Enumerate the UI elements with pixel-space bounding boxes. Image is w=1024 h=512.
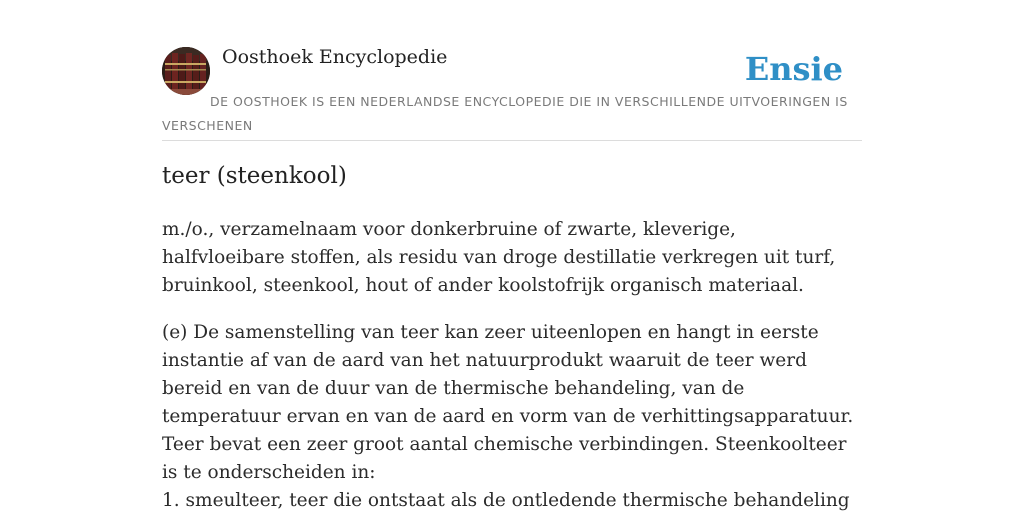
avatar[interactable] bbox=[162, 47, 210, 95]
entry-paragraph: (e) De samenstelling van teer kan zeer uiteenlopen en hangt in eerste instantie af van de aard van het natuurprodukt waaruit de teer werd bereid en van de duur van de thermische behandeling, van de temperatuur ervan en van de aard en vorm van de verhittingsapparatuur. Teer bevat een zeer groot aantal chemische verbindingen. Steenkoolteer is te onderscheiden in: bbox=[162, 322, 854, 483]
article-page bbox=[162, 0, 862, 511]
entry-paragraph: 1. smeulteer, teer die ontstaat als de ontledende thermische behandeling bbox=[162, 490, 850, 511]
entry-title: teer (steenkool) bbox=[162, 163, 347, 189]
encyclopedia-books-icon bbox=[162, 47, 210, 95]
site-header bbox=[162, 0, 862, 141]
ensie-logo[interactable]: Ensie bbox=[744, 50, 843, 88]
entry-paragraph: m./o., verzamelnaam voor donkerbruine of zwarte, kleverige, halfvloeibare stoffen, als residu van droge destillatie verkregen uit turf, bruinkool, steenkool, hout of ander koolstofrijk organisch materiaal. bbox=[162, 219, 836, 296]
site-tagline: DE OOSTHOEK IS EEN NEDERLANDSE ENCYCLOPEDIE DIE IN VERSCHILLENDE UITVOERINGEN IS VERSCHENEN bbox=[162, 94, 848, 133]
site-title-link[interactable]: Oosthoek Encyclopedie bbox=[222, 46, 448, 68]
